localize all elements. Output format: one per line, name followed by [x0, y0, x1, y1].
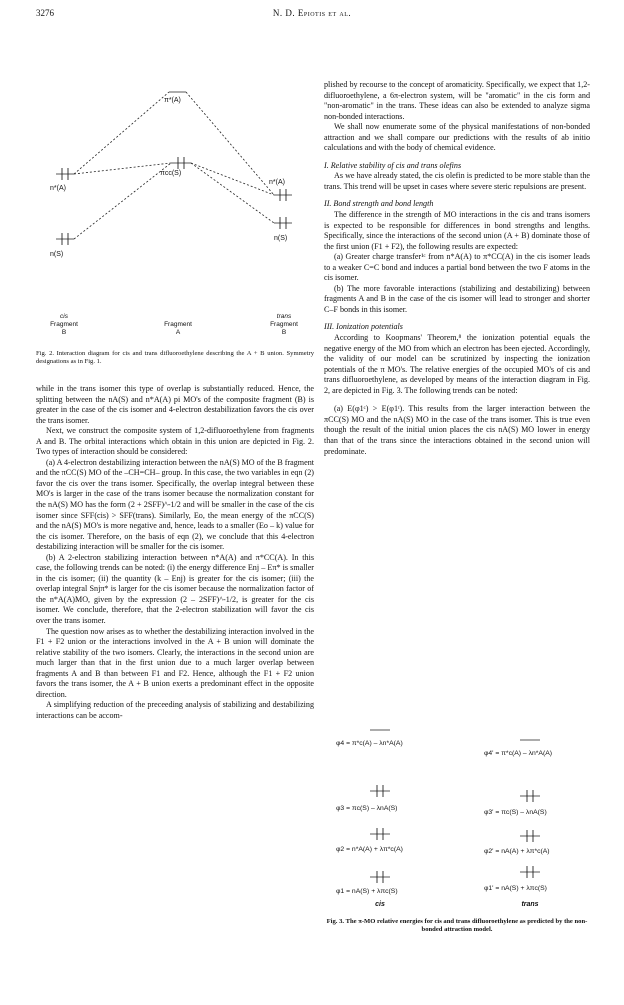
fig3-cis-phi2: φ2 = n*A(A) + λπ*c(A)	[336, 846, 403, 853]
fig3-trans-phi3: φ3' = πc(S) – λnA(S)	[484, 809, 547, 816]
right-paragraph: (a) Greater charge transfer¹ᶜ from n*A(A) to π*CC(A) in the cis isomer leads to a weaker C=C bond and induces a partial bond between the two F atoms in the cis isomer.	[324, 252, 590, 283]
label-n-star-left: n*(A)	[50, 185, 66, 192]
section-heading-1: I. Relative stability of cis and trans olefins	[324, 160, 462, 170]
fig3-cis-phi1: φ1 = nA(S) + λπc(S)	[336, 888, 398, 895]
fig3-trans-phi1: φ1' = nA(S) + λπc(S)	[484, 885, 547, 892]
label-pi-s: πcc(S)	[160, 170, 182, 177]
section-heading-3: III. Ionization potentials	[324, 322, 403, 332]
figure-2-caption: Fig. 2. Interaction diagram for cis and trans difluoroethylene describing the A + B union. Symmetry designations as in Fig. 1.	[36, 350, 314, 366]
right-paragraph: We shall now enumerate some of the physical manifestations of non-bonded attraction and we shall compare our predictions with the results of ab initio calculations and with the body of chemical evidence.	[324, 122, 590, 153]
right-paragraph: As we have already stated, the cis olefin is predicted to be more stable than the trans. This trend will be upset in cases where severe steric repulsions are present.	[324, 171, 590, 191]
left-paragraph: Next, we construct the composite system of 1,2-difluoroethylene from fragments A and B. The orbital interactions which obtain in this union are depicted in Fig. 2. Two types of interaction should be considered:	[36, 426, 314, 457]
fig2-fragment-b-right: Fragment	[270, 321, 298, 328]
figure-2-interaction-diagram	[36, 80, 316, 350]
fig3-trans-label: trans	[521, 901, 539, 908]
fig2-fragment-b-left: Fragment	[50, 321, 78, 328]
label-n-s-right: n(S)	[274, 235, 288, 242]
fig3-trans-phi4: φ4' = π*c(A) – λn*A(A)	[484, 750, 552, 757]
label-pi-star-a: π*(A)	[164, 97, 181, 104]
right-paragraph: The difference in the strength of MO interactions in the cis and trans isomers is expected to be responsible for differences in bond strengths and lengths. Specifically, since the interactions of the second union (A + B) dominate those of the first union (F1 + F2), the following results are expected:	[324, 210, 590, 251]
fig3-trans-phi2: φ2' = nA(A) + λπ*c(A)	[484, 848, 550, 855]
left-paragraph: A simplifying reduction of the preceeding analysis of stabilizing and destabilizing interactions can be accom-	[36, 700, 314, 720]
fig2-fragment-a: Fragment	[164, 321, 192, 328]
left-paragraph: (a) A 4-electron destabilizing interaction between the nA(S) MO of the B fragment and the πCC(S) MO of the –CH=CH– group. In this case, the two variables in eqn (2) favor the cis over the trans isomer. Specifically, the overlap integral between these MO's is larger in the case of the trans isomer because the normalization constant for the nA(S) MO has the form (2 + 2SFF)^-1/2 and will be smaller in the case of the cis isomer since SFF(cis) > SFF(trans). Similarly, Eo, the mean energy of the πCC(S) and the nA(S) MO's is more negative and, hence, leads to a smaller (Eo – k) value for the cis isomer. Therefore, on the basis of eqn (2), we conclude that this 4-electron destabilizing interaction will be smaller for the cis isomer.	[36, 457, 314, 552]
left-paragraph: while in the trans isomer this type of overlap is substantially reduced. Hence, the splitting between the nA(S) and n*A(A) pi MO's of the composite fragment (B) is greater in the case of the cis isomer and 4-electron destabilization favors the cis over the trans isomer.	[36, 384, 314, 425]
fig2-b-right: B	[281, 329, 287, 336]
fig2-b-left: B	[61, 329, 67, 336]
fig3-cis-label: cis	[375, 901, 385, 908]
right-paragraph: (b) The more favorable interactions (stabilizing and destabilizing) between fragments A and B in the case of the cis isomer will lead to stronger and shorter C–F bonds in this isomer.	[324, 283, 590, 314]
fig2-cis-label: cis	[60, 313, 68, 320]
right-paragraph: According to Koopmans' Theorem,⁸ the ionization potential equals the negative energy of the MO from which an electron has been ejected. Accordingly, the validity of our model can be scrutinized by inspecting the ionization potentials of the π MO's. The relative energies of the occupied MO's of cis and trans difluoroethylene, as developed by means of the interaction diagram in Fig. 2, are depicted in Fig. 3. The following trends can be noted:	[324, 333, 590, 395]
label-n-s-left: n(S)	[50, 251, 64, 258]
right-paragraph: plished by recourse to the concept of aromaticity. Specifically, we expect that 1,2-difluoroethylene, a 6π-electron system, will be "aromatic" in the cis form and "non-aromatic" in the trans. These ideas can also be extended to analyze sigma non-bonded interactions.	[324, 80, 590, 121]
fig3-cis-phi4: φ4 = π*c(A) – λn*A(A)	[336, 740, 403, 747]
label-n-star-right: n*(A)	[269, 179, 285, 186]
left-paragraph: The question now arises as to whether the destabilizing interaction involved in the F1 + F2 union or the interactions involved in the A + B union will dominate the relative stability of the two isomers. Clearly, the interactions in the second union are much larger than that in the first union due to a much larger overlap between fragments A and B than between F1 and F2. Hence, although the F1 + F2 union favors the trans isomer, the A + B union exerts a predominant effect in the opposite direction.	[36, 626, 314, 699]
figure-3-caption: Fig. 3. The π-MO relative energies for cis and trans difluoroethylene as predicted by the non-bonded attraction model.	[326, 918, 588, 934]
left-paragraph: (b) A 2-electron stabilizing interaction between n*A(A) and π*CC(A). In this case, the following trends can be noted: (i) the energy difference Enj – Eπ* is smaller in the cis isomer; (ii) the quantity (k – Enj) is greater for the cis isomer; (iii) the overlap integral Snjπ* is larger for the cis isomer because the normalization factor of the n*A(A)MO, given by the expression (2 – 2SFF)^-1/2, is greater for the cis isomer. We conclude, therefore, that the 2-electron stabilization will favor the cis over the trans isomer.	[36, 552, 314, 626]
running-title: N. D. Epiotis et al.	[272, 8, 352, 18]
fig2-trans-label: trans	[276, 313, 292, 320]
fig3-cis-phi3: φ3 = πc(S) – λnA(S)	[336, 805, 398, 812]
right-paragraph: (a) E(φ1ᶜ) > E(φ1ᵗ). This results from the larger interaction between the πCC(S) MO and the nA(S) MO in the case of the trans isomer. This is true even though the result of the initial union places the cis nA(S) MO lower in energy than that of the trans since the interactions obtained in the second union will predominate.	[324, 404, 590, 456]
page-number: 3276	[36, 8, 54, 18]
left-column	[36, 384, 314, 722]
right-column	[324, 80, 590, 457]
fig2-a: A	[175, 329, 181, 336]
page-header	[0, 8, 624, 24]
section-heading-2: II. Bond strength and bond length	[324, 199, 434, 209]
